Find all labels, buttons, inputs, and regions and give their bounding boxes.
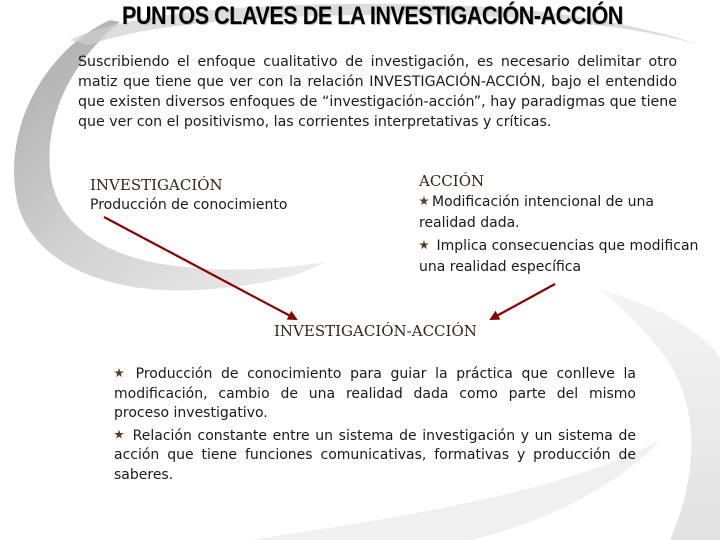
intro-paragraph: Suscribiendo el enfoque cualitativo de investigación, es necesario delimitar otro matiz que tiene que ver con la relación INVESTIGACIÓN-ACCIÓN, bajo el entendido que existen diversos enfoques de “investigación-acción”, hay paradigmas que tiene que ver con el positivismo, las corrientes interpretativas y críticas. — [78, 54, 677, 130]
investigacion-heading: INVESTIGACIÓN — [90, 176, 223, 194]
accion-item-text: Implica consecuencias que modifican una realidad específica — [419, 238, 699, 275]
star-bullet-icon — [419, 196, 429, 206]
accion-block — [419, 172, 709, 278]
accion-heading: ACCIÓN — [419, 172, 485, 190]
investigacion-accion-item-text: Relación constante entre un sistema de investigación y un sistema de acción que tiene funciones comunicativas, formativas y producción de saberes. — [114, 427, 636, 483]
star-bullet-icon — [114, 430, 124, 440]
investigacion-accion-item-text: Producción de conocimiento para guiar la práctica que conlleve la modificación, cambio de una realidad dada como parte del mismo proceso investigativo. — [114, 366, 636, 421]
accion-item — [419, 192, 709, 234]
investigacion-accion-heading: INVESTIGACIÓN-ACCIÓN — [274, 322, 477, 340]
investigacion-accion-item — [114, 427, 636, 486]
page-title: PUNTOS CLAVES DE LA INVESTIGACIÓN-ACCIÓN — [122, 2, 623, 30]
investigacion-accion-block — [114, 365, 636, 488]
investigacion-text: Producción de conocimiento — [90, 197, 288, 213]
star-bullet-icon — [419, 240, 429, 250]
star-bullet-icon — [114, 368, 124, 378]
investigacion-block — [90, 176, 330, 216]
accion-item — [419, 236, 709, 278]
investigacion-accion-item — [114, 365, 636, 424]
accion-item-text: Modificación intencional de una realidad dada. — [419, 194, 654, 231]
